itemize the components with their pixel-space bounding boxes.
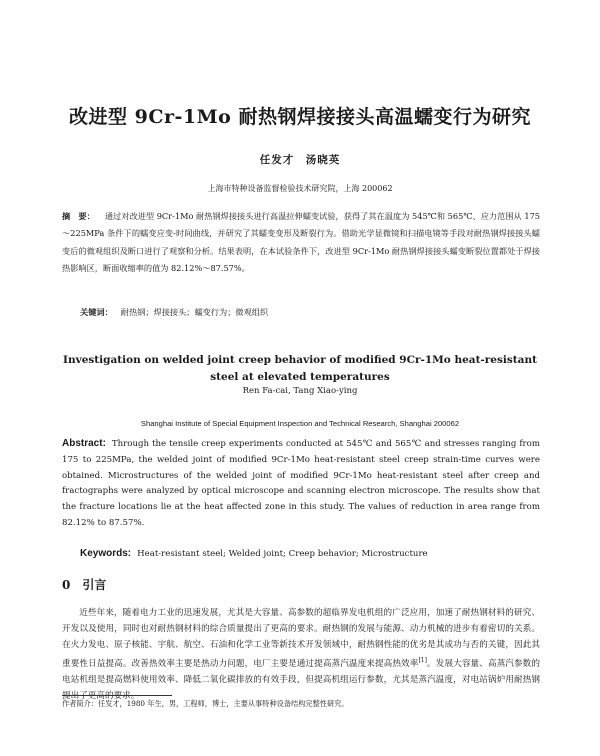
paper-title-en-line1: Investigation on welded joint creep behavior of modified 9Cr-1Mo heat-resistant: [63, 354, 537, 366]
intro-body: [62, 606, 540, 705]
abstract-cn-label: 摘 要：: [62, 211, 95, 221]
author-footnote: 作者简介：任发才，1980 年生，男，工程师，博士，主要从事特种设备结构完整性研究。: [62, 699, 349, 708]
citation-ref: [1]: [418, 657, 427, 665]
keywords-en-text: Heat-resistant steel; Welded joint; Creep behavior; Microstructure: [137, 549, 428, 559]
intro-paragraph: [62, 606, 540, 705]
abstract-cn: [62, 208, 540, 278]
section-number: 0: [62, 578, 71, 592]
keywords-cn-label: 关键词：: [80, 307, 113, 317]
abstract-cn-text: 通过对改进型 9Cr-1Mo 耐热钢焊接接头进行高温拉伸蠕变试验，获得了其在温度为 545℃和 565℃、应力范围从 175～225MPa 条件下的蠕变应变-时间曲线，并研究了其蠕变变形及断裂行为。借助光学显微镜和扫描电镜等手段对耐热钢焊接接头蠕变后的微观组织及断口进行了观察和分析。结果表明，在本试验条件下，改进型 9Cr-1Mo 耐热钢焊接接头蠕变断裂位置都处于焊接热影响区，断面收缩率的值为 82.12%～87.57%。: [62, 211, 540, 274]
keywords-cn-text: 耐热钢；焊接接头；蠕变行为；微观组织: [120, 307, 269, 317]
keywords-en: [80, 548, 428, 559]
keywords-en-label: Keywords:: [80, 548, 132, 559]
authors-en: Ren Fa-cai, Tang Xiao-ying: [242, 386, 358, 396]
footnote-rule: [62, 695, 172, 696]
abstract-en-label: Abstract:: [62, 438, 106, 449]
section-heading: [62, 576, 106, 593]
abstract-en-text: Through the tensile creep experiments conducted at 545℃ and 565℃ and stresses ranging from 175 to 225MPa, the welded joint of modified 9Cr-1Mo heat-resistant steel creep strain-time curves were obtained. Microstructures of the welded joint of modified 9Cr-1Mo heat-resistant steel after creep and fractographs were analyzed by optical microscope and scanning electron microscope. The results show that the fracture locations lie at the heat affected zone in this study. The values of reduction in area range from 82.12% to 87.57%.: [62, 439, 540, 528]
authors-cn: 任发才 汤晓英: [259, 154, 341, 166]
intro-text-part2: 。发展大容量、高蒸汽参数的电站机组是提高燃料使用效率、降低二氧化碳排放的有效手段，但提高机组运行参数，尤其是蒸汽温度，对电站锅炉用耐热钢提出了更高的要求。: [62, 659, 540, 701]
paper-title-en: [0, 352, 600, 386]
keywords-cn: [80, 307, 268, 318]
affiliation-en: Shanghai Institute of Special Equipment Inspection and Technical Research, Shanghai 200062: [140, 419, 460, 428]
section-title: 引言: [82, 578, 107, 592]
paper-title-en-line2: steel at elevated temperatures: [210, 371, 390, 383]
abstract-en: [62, 436, 540, 532]
intro-text-part1: 近些年来，随着电力工业的迅速发展，尤其是大容量、高参数的超临界发电机组的广泛应用，加速了耐热钢材料的研究、开发以及使用，同时也对耐热钢材料的综合质量提出了更高的要求。耐热钢的发展与能源、动力机械的进步有着密切的关系。在火力发电、原子核能、宇航、航空、石油和化学工业等新技术开发领域中，耐热钢性能的优劣是其成功与否的关键，因此其重要性日益提高。改善热效率主要是热动力问题，电厂主要是通过提高蒸汽温度来提高热效率: [62, 608, 540, 670]
affiliation-cn: 上海市特种设备监督检验技术研究院，上海 200062: [207, 184, 393, 193]
paper-title-cn: 改进型 9Cr-1Mo 耐热钢焊接接头高温蠕变行为研究: [69, 106, 531, 128]
